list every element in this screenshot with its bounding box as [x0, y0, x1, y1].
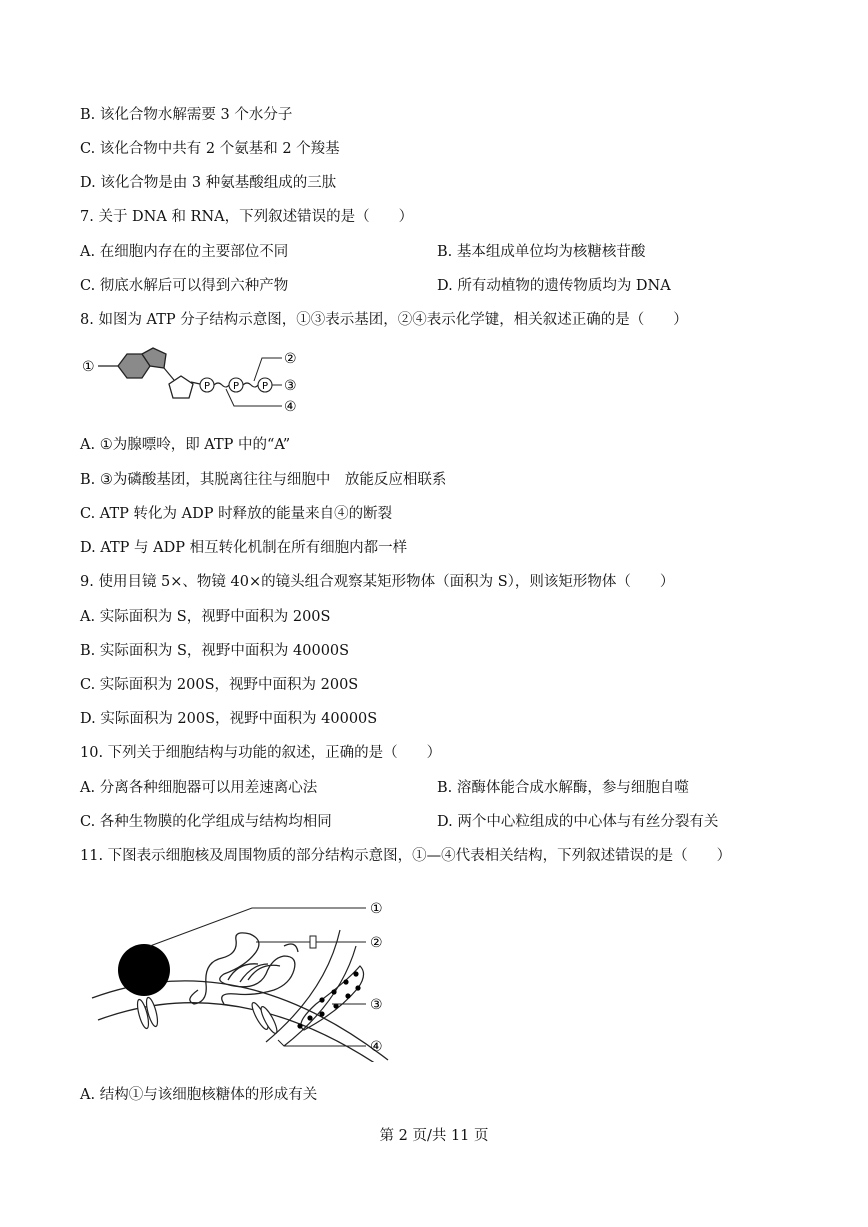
q10-stem: 10. 下列关于细胞结构与功能的叙述，正确的是（ ）: [80, 745, 442, 761]
q8-option-b: B. ③为磷酸基团，其脱离往往与细胞中 放能反应相联系: [80, 472, 447, 488]
atp-label-3: ③: [284, 378, 297, 394]
q9-option-a: A. 实际面积为 S，视野中面积为 200S: [80, 609, 331, 625]
q6-option-d: D. 该化合物是由 3 种氨基酸组成的三肽: [80, 175, 337, 191]
phosphate-2-label: P: [232, 381, 240, 392]
nucleus-label-1: ①: [370, 901, 383, 917]
nucleus-label-3: ③: [370, 997, 383, 1013]
q8-option-a: A. ①为腺嘌呤，即 ATP 中的“A”: [80, 437, 291, 453]
q9-stem: 9. 使用目镜 5×、物镜 40×的镜头组合观察某矩形物体（面积为 S），则该矩形物体（ ）: [80, 574, 675, 590]
chromatin: [190, 933, 298, 1004]
q11-option-a: A. 结构①与该细胞核糖体的形成有关: [80, 1087, 318, 1103]
page-footer: 第 2 页/共 11 页: [379, 1128, 489, 1144]
q10-option-c: C. 各种生物膜的化学组成与结构均相同: [80, 814, 332, 830]
atp-structure-diagram: [78, 344, 318, 422]
q9-option-b: B. 实际面积为 S，视野中面积为 40000S: [80, 643, 350, 659]
nucleus-label-4: ④: [370, 1039, 383, 1055]
ribose-pentagon: [169, 376, 193, 398]
atp-label-4: ④: [284, 399, 297, 415]
q9-option-c: C. 实际面积为 200S，视野中面积为 200S: [80, 677, 359, 693]
atp-label-2: ②: [284, 351, 297, 367]
nucleus-structure-diagram: [88, 892, 393, 1062]
q6-option-b: B. 该化合物水解需要 3 个水分子: [80, 107, 293, 123]
phosphate-1-label: P: [203, 381, 211, 392]
q10-option-d: D. 两个中心粒组成的中心体与有丝分裂有关: [437, 814, 719, 830]
q9-option-d: D. 实际面积为 200S，视野中面积为 40000S: [80, 711, 378, 727]
q7-option-a: A. 在细胞内存在的主要部位不同: [80, 244, 289, 260]
nucleus-label-2: ②: [370, 935, 383, 951]
atp-label-1: ①: [82, 359, 95, 375]
q8-stem: 8. 如图为 ATP 分子结构示意图，①③表示基团，②④表示化学键，相关叙述正确的是（ ）: [80, 312, 688, 328]
q7-option-c: C. 彻底水解后可以得到六种产物: [80, 278, 289, 294]
nucleolus: [118, 944, 170, 996]
q8-option-c: C. ATP 转化为 ADP 时释放的能量来自④的断裂: [80, 506, 393, 522]
q8-option-d: D. ATP 与 ADP 相互转化机制在所有细胞内都一样: [80, 540, 408, 556]
q10-option-a: A. 分离各种细胞器可以用差速离心法: [80, 780, 318, 796]
q6-option-c: C. 该化合物中共有 2 个氨基和 2 个羧基: [80, 141, 340, 157]
q7-option-b: B. 基本组成单位均为核糖核苷酸: [437, 244, 646, 260]
phosphate-3-label: P: [261, 381, 269, 392]
q7-stem: 7. 关于 DNA 和 RNA，下列叙述错误的是（ ）: [80, 209, 414, 225]
q7-option-d: D. 所有动植物的遗传物质均为 DNA: [437, 278, 671, 294]
q10-option-b: B. 溶酶体能合成水解酶，参与细胞自噬: [437, 780, 689, 796]
q11-stem: 11. 下图表示细胞核及周围物质的部分结构示意图，①—④代表相关结构，下列叙述错误的是（ ）: [80, 848, 732, 864]
